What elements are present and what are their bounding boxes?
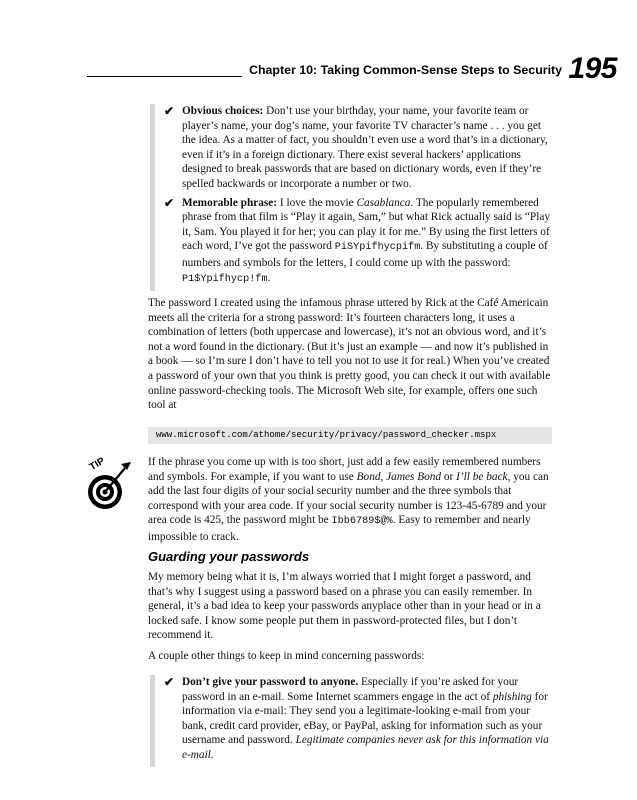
item-lead: Obvious choices: xyxy=(182,105,264,117)
bullet-list-2 xyxy=(150,675,552,767)
tip-target-icon xyxy=(85,454,133,514)
list-item xyxy=(166,675,552,763)
list-item xyxy=(166,196,552,288)
item-text: for information via e-mail: They send you a legitimate-looking e-mail from your bank, credit card provider, eBay, or PayPal, asking for information such as your username and password. xyxy=(182,690,548,747)
movie-title: Casablanca xyxy=(356,196,411,209)
check-icon: ✔ xyxy=(164,195,175,210)
item-text: I love the movie xyxy=(277,196,357,209)
body-paragraph: A couple other things to keep in mind concerning passwords: xyxy=(148,650,425,662)
term-phishing: phishing xyxy=(492,690,532,703)
bullet-list-1 xyxy=(150,104,552,291)
tip-text: If the phrase you come up with is too short, just add a few easily remembered numbers and symbols. For example, if you want to use xyxy=(148,456,541,483)
dart-fletch xyxy=(121,462,131,470)
tip-paragraph xyxy=(148,455,552,545)
item-lead: Don’t give your password to anyone. xyxy=(182,676,359,688)
phrase-example: Bond, James Bond xyxy=(356,470,442,483)
password-example: PiSYpifhycpifm xyxy=(334,242,421,254)
check-icon: ✔ xyxy=(164,104,175,118)
body-paragraph: The password I created using the infamous phrase uttered by Rick at the Café Americain meets all the criteria for a strong password: It’s fourteen characters long, it uses a combination of letters (both uppercase and lowercase), it’s not an obvious word, and it’s not a word found in the dictionary. (But it’s just an example — and now it’s published in a book — so I’m sure I don’t have to tell you not to use it for real.) When you’ve created a password of your own that you think is pretty good, you can check it out with available online password-checking tools. The Microsoft Web site, for example, offers one such tool at xyxy=(148,297,551,412)
item-text: Don’t use your birthday, your name, your favorite team or player’s name, your dog’s name, your favorite TV character’s name . . . you get the idea. As a matter of fact, you shouldn’t even use a word that’s in a dictionary, even if it’s in a foreign dictionary. There exist several hackers’ applications designed to break passwords that are based on dictionary words, even if they’re spelled backwards or incorporate a number or two. xyxy=(182,105,548,190)
item-text: Especially if you’re asked for your password in an e-mail. Some Internet scammers engage in the act of xyxy=(182,676,519,703)
password-example: P1$Ypifhycp!fm xyxy=(182,273,268,285)
body-paragraph: My memory being what it is, I’m always worried that I might forget a password, and that’s why I suggest using a password based on a phrase you can easily remember. In general, it’s a bad idea to keep your passwords anyplace other than in your head or in a locked safe. I know some people put them in password-protected files, but I don’t recommend it. xyxy=(148,571,541,642)
tip-text: , you can add the last four digits of your social security number and the three symbols that correspond with your area code. If your social security number is 123-45-6789 and your area code is 425, the password might be xyxy=(148,470,549,527)
tip-label: TIP xyxy=(87,455,107,474)
item-emphasis: Legitimate companies never ask for this information via e-mail. xyxy=(182,734,549,761)
password-example: Ibb6789$@% xyxy=(331,516,393,528)
item-text: . xyxy=(267,271,271,284)
item-lead: Memorable phrase: xyxy=(182,196,278,209)
chapter-title: Chapter 10: Taking Common-Sense Steps to Security xyxy=(249,63,563,77)
running-header xyxy=(87,52,617,86)
item-text: . By substituting a couple of numbers and symbols for the letters, I could come up with the password: xyxy=(182,240,548,269)
tip-text: . Easy to remember and nearly impossible to crack. xyxy=(148,514,531,543)
page-number: 195 xyxy=(568,52,617,85)
section-heading: Guarding your passwords xyxy=(148,549,310,564)
phrase-example: I’ll be back xyxy=(456,470,508,483)
checker-url: www.microsoft.com/athome/security/privacy/password_checker.mspx xyxy=(148,427,552,444)
list-item xyxy=(166,104,552,192)
item-text: . The popularly remembered phrase from that film is “Play it again, Sam,” but what Rick actually said is “Play it, Sam. You played it for her; you can play it for me.” By using the first letters of each word, I’ve got the password xyxy=(182,196,551,253)
header-rule xyxy=(87,76,242,77)
check-icon: ✔ xyxy=(164,675,175,689)
tip-text: or xyxy=(441,470,457,483)
